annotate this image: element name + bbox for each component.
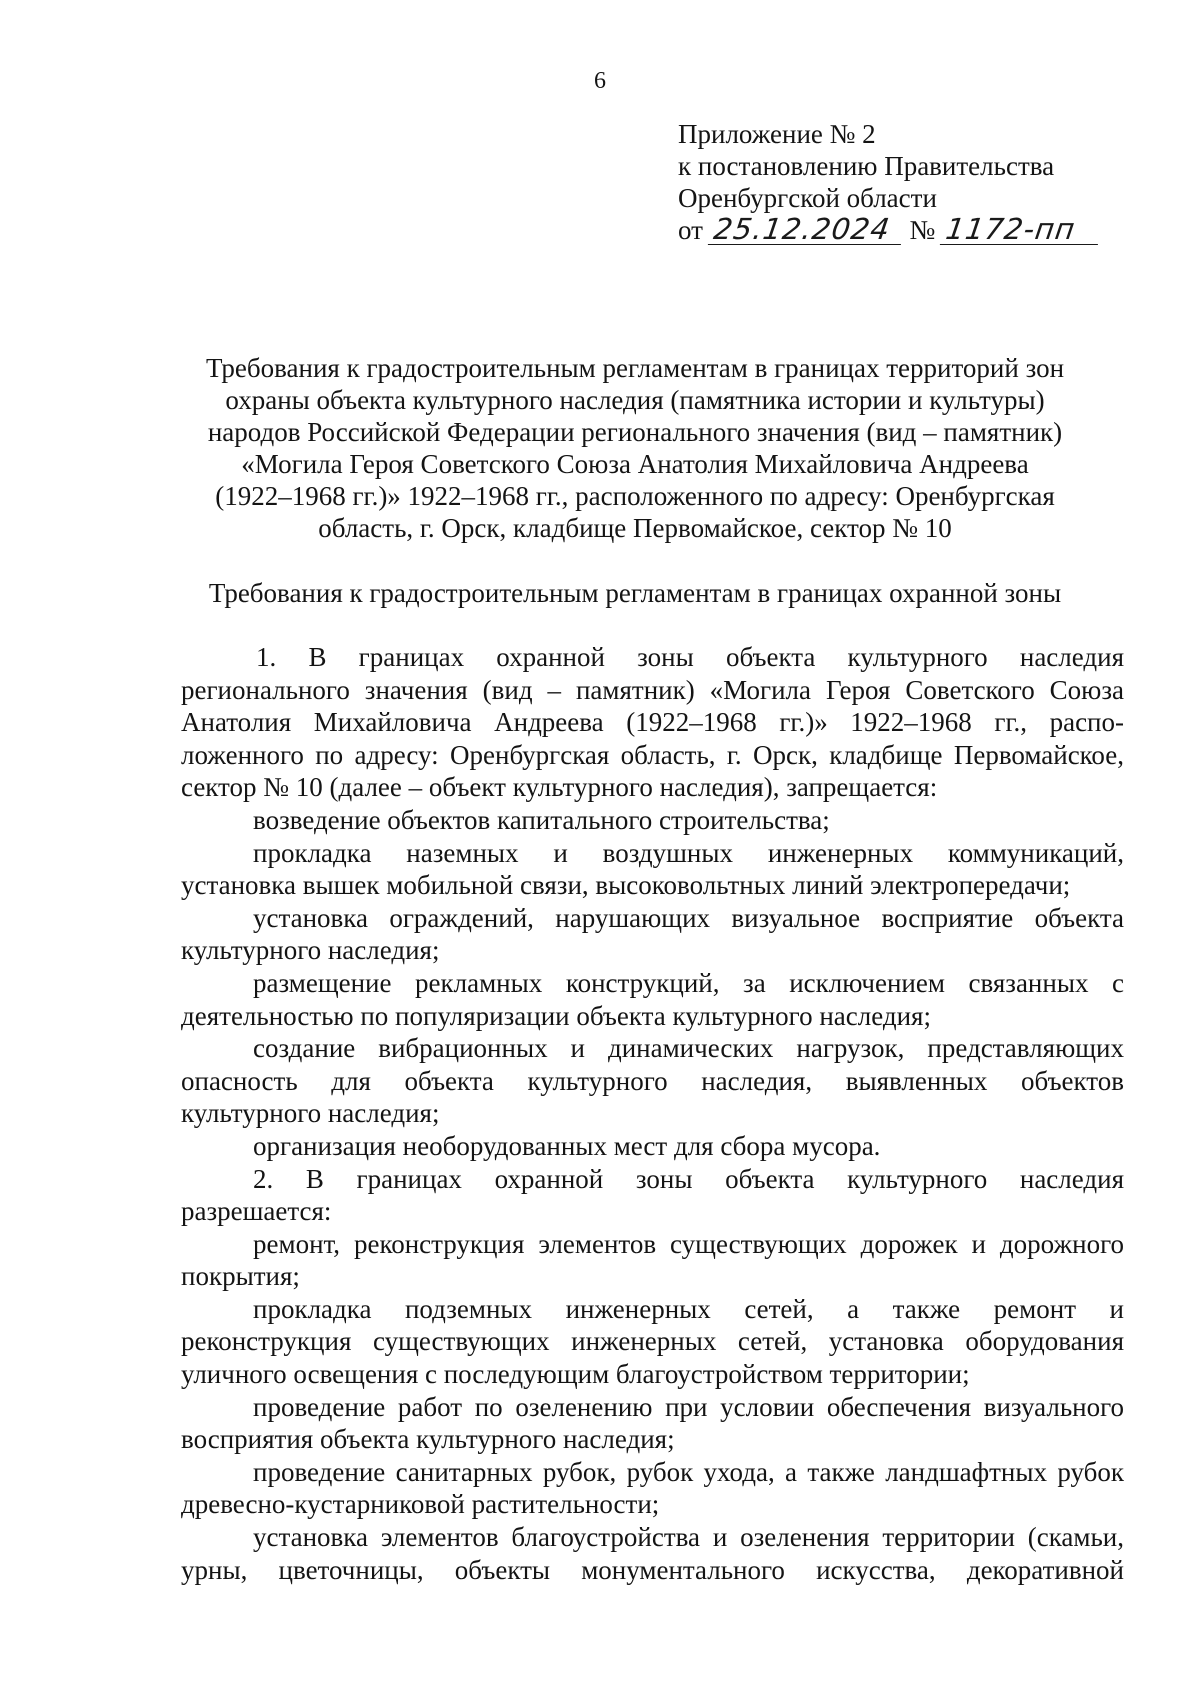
body-line: Анатолия Михайловича Андреева (1922–1968 гг.)» 1922–1968 гг., распо-: [181, 707, 1124, 738]
body-line: организация необорудованных мест для сбора мусора.: [253, 1130, 881, 1161]
body-line: деятельностью по популяризации объекта культурного наследия;: [181, 1000, 931, 1031]
document-body: [181, 641, 1124, 1586]
body-line: проведение санитарных рубок, рубок ухода, а также ландшафтных рубок: [253, 1456, 1124, 1487]
title-line: «Могила Героя Советского Союза Анатолия Михайловича Андреева: [241, 449, 1029, 479]
body-line: создание вибрационных и динамических нагрузок, представляющих: [253, 1033, 1124, 1064]
section-heading: Требования к градостроительным регламентам в границах охранной зоны: [208, 578, 1062, 608]
appendix-header: [678, 118, 1158, 246]
body-line: 1. В границах охранной зоны объекта культурного наследия: [256, 642, 1124, 672]
handwritten-number: 1172-пп: [940, 214, 1102, 245]
body-line: прокладка наземных и воздушных инженерных коммуникаций,: [253, 837, 1124, 868]
body-line: регионального значения (вид – памятник) «Могила Героя Советского Союза: [181, 674, 1124, 705]
handwritten-date: 25.12.2024: [708, 214, 905, 245]
body-line: сектор № 10 (далее – объект культурного наследия), запрещается:: [181, 772, 938, 803]
body-line: ремонт, реконструкция элементов существующих дорожек и дорожного: [253, 1228, 1124, 1259]
number-label: №: [909, 215, 936, 245]
title-line: народов Российской Федерации регионального значения (вид – памятник): [207, 417, 1063, 447]
body-line: урны, цветочницы, объекты монументального искусства, декоративной: [181, 1554, 1124, 1585]
from-label: от: [678, 215, 703, 245]
appendix-resolution-ref: к постановлению Правительства: [678, 151, 1055, 181]
body-line: возведение объектов капитального строительства;: [253, 804, 830, 835]
body-line: древесно-кустарниковой растительности;: [181, 1489, 660, 1520]
body-line: проведение работ по озеленению при условии обеспечения визуального: [253, 1391, 1124, 1422]
title-line: охраны объекта культурного наследия (памятника истории и культуры): [225, 385, 1045, 415]
appendix-date-number-line: [678, 214, 1158, 246]
body-line: реконструкция существующих инженерных сетей, установка оборудования: [181, 1326, 1124, 1357]
body-line: покрытия;: [181, 1261, 300, 1292]
body-line: культурного наследия;: [181, 935, 440, 966]
body-line: установка элементов благоустройства и озеленения территории (скамьи,: [253, 1522, 1124, 1553]
body-line: уличного освещения с последующим благоустройством территории;: [181, 1359, 970, 1390]
body-line: размещение рекламных конструкций, за исключением связанных с: [253, 967, 1124, 998]
appendix-region: Оренбургской области: [678, 183, 937, 213]
title-line: Требования к градостроительным регламентам в границах территорий зон: [205, 353, 1065, 383]
appendix-number: Приложение № 2: [678, 119, 876, 149]
body-line: прокладка подземных инженерных сетей, а также ремонт и: [253, 1293, 1124, 1324]
page-number: 6: [594, 68, 606, 94]
body-line: установка вышек мобильной связи, высоковольтных линий электропередачи;: [181, 870, 1071, 901]
document-title: [170, 352, 1100, 544]
body-line: ложенного по адресу: Оренбургская область, г. Орск, кладбище Первомайское,: [181, 739, 1124, 770]
body-line: культурного наследия;: [181, 1098, 440, 1129]
body-line: установка ограждений, нарушающих визуальное восприятие объекта: [253, 902, 1124, 933]
title-line: область, г. Орск, кладбище Первомайское, сектор № 10: [318, 513, 952, 543]
body-line: 2. В границах охранной зоны объекта культурного наследия: [253, 1163, 1124, 1194]
body-line: разрешается:: [181, 1196, 332, 1227]
body-line: восприятия объекта культурного наследия;: [181, 1424, 675, 1455]
body-line: опасность для объекта культурного наследия, выявленных объектов: [181, 1065, 1124, 1096]
title-line: (1922–1968 гг.)» 1922–1968 гг., расположенного по адресу: Оренбургская: [215, 481, 1055, 511]
